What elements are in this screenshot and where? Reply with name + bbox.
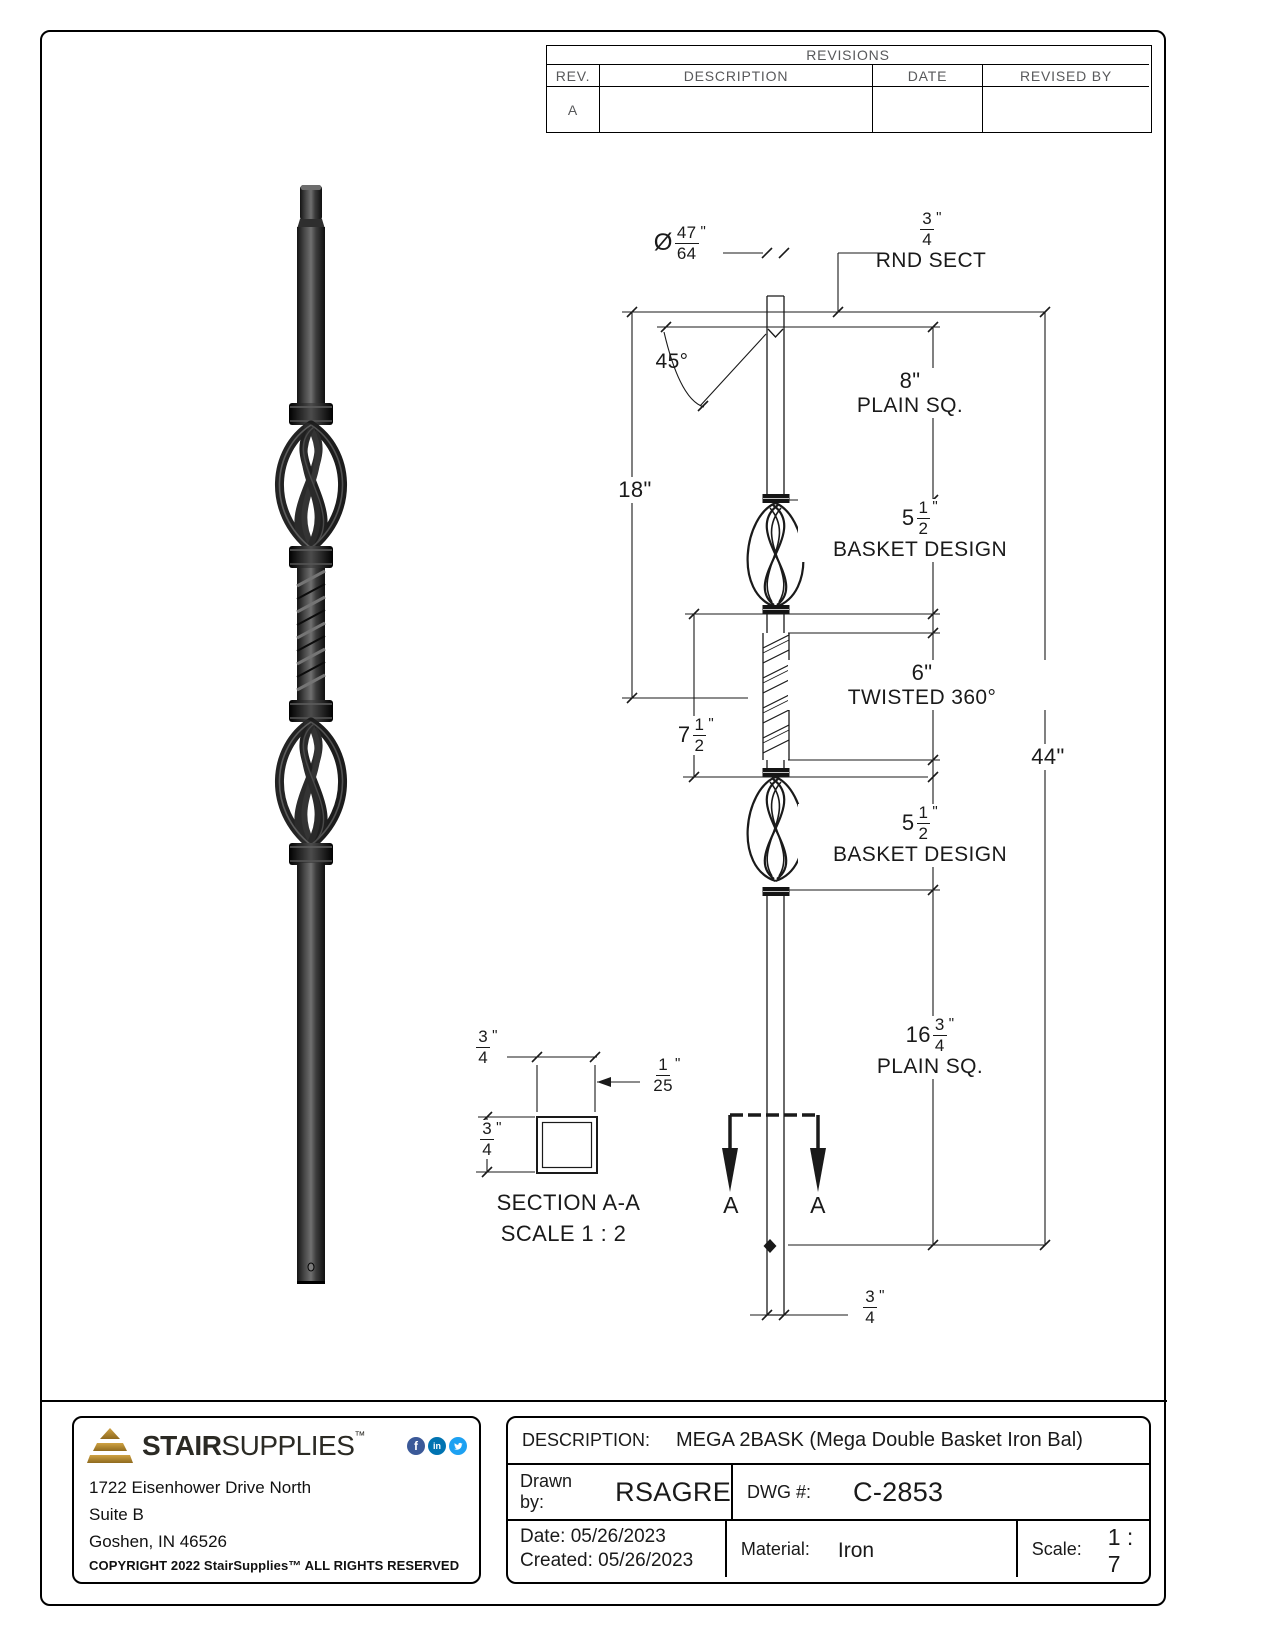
description-value: MEGA 2BASK (Mega Double Basket Iron Bal) bbox=[676, 1429, 1083, 1451]
dim-round-section: $\frac{3}{4}$ " RND SECT bbox=[875, 209, 987, 272]
dim-width-bottom: $\frac{3}{4}$ " bbox=[865, 1287, 885, 1327]
dim-44: 44" bbox=[1021, 744, 1075, 770]
address-line-3: Goshen, IN 46526 bbox=[89, 1532, 227, 1551]
drawn-by-value: RSAGRE bbox=[615, 1476, 731, 1507]
address-line-1: 1722 Eisenhower Drive North bbox=[89, 1478, 312, 1497]
address-line-2: Suite B bbox=[89, 1505, 144, 1524]
dwg-value: C-2853 bbox=[853, 1476, 944, 1507]
section-width-dim: $\frac{3}{4}$ " bbox=[478, 1027, 498, 1067]
created-value: 05/26/2023 bbox=[598, 1550, 694, 1571]
dim-18: 18" bbox=[608, 477, 662, 503]
section-title: SECTION A-A bbox=[496, 1190, 641, 1215]
material-cell bbox=[727, 1521, 1018, 1577]
section-height-dim: $\frac{3}{4}$ " bbox=[462, 1120, 520, 1159]
section-wall-dim: $\frac{1}{25}$ " bbox=[653, 1055, 681, 1095]
basket-outline-top bbox=[748, 503, 804, 607]
cut-label-right: A bbox=[810, 1192, 826, 1218]
date-cell bbox=[508, 1521, 727, 1577]
logo-wordmark: STAIRSUPPLIES™ bbox=[142, 1430, 365, 1461]
scale-value: 1 : 7 bbox=[1107, 1523, 1134, 1577]
description-label: DESCRIPTION: bbox=[522, 1430, 651, 1450]
dim-plain-sq-bottom: 16 $\frac{3}{4}$ " PLAIN SQ. bbox=[828, 1016, 1032, 1079]
basket-outline-bottom bbox=[748, 777, 804, 881]
logo-row bbox=[74, 1418, 479, 1465]
material-label: Material: bbox=[740, 1538, 810, 1559]
facebook-icon: f bbox=[407, 1437, 425, 1455]
dim-angle-45: 45° bbox=[655, 350, 689, 373]
dwg-cell bbox=[733, 1477, 943, 1508]
description-row bbox=[508, 1418, 1149, 1465]
dim-basket-top: 5 $\frac{1}{2}$ " BASKET DESIGN bbox=[798, 499, 1042, 562]
linkedin-icon: in bbox=[428, 1437, 446, 1455]
wall-arrowhead bbox=[597, 1077, 611, 1087]
dim-plain-sq-top: 8" PLAIN SQ. bbox=[843, 368, 977, 418]
dim-7-half: 7 $\frac{1}{2}$ " bbox=[662, 716, 730, 755]
copyright-notice: COPYRIGHT 2022 StairSupplies™ ALL RIGHTS RESERVED bbox=[89, 1558, 460, 1573]
scale-cell bbox=[1018, 1521, 1149, 1578]
title-block-info bbox=[506, 1416, 1151, 1584]
dwg-label: DWG #: bbox=[747, 1481, 812, 1502]
revisions-col-revised-by: REVISED BY bbox=[983, 65, 1149, 87]
twitter-icon bbox=[449, 1437, 467, 1455]
revisions-title: REVISIONS bbox=[547, 46, 1149, 65]
title-block-company bbox=[72, 1416, 481, 1584]
revisions-col-description: DESCRIPTION bbox=[600, 65, 873, 87]
company-address bbox=[74, 1474, 479, 1555]
revisions-col-date: DATE bbox=[873, 65, 983, 87]
revisions-col-rev: REV. bbox=[547, 65, 600, 87]
dim-twisted: 6" TWISTED 360° bbox=[788, 660, 1056, 710]
section-scale: SCALE 1 : 2 bbox=[500, 1221, 627, 1246]
baluster-outline bbox=[748, 296, 804, 1315]
scale-label: Scale: bbox=[1031, 1538, 1082, 1559]
dim-diameter: Ø $\frac{47}{64}$ " bbox=[653, 223, 707, 263]
diameter-symbol: Ø bbox=[653, 229, 673, 257]
date-value: 05/26/2023 bbox=[570, 1526, 666, 1547]
revision-row-rev: A bbox=[547, 87, 600, 132]
drawn-dwg-row bbox=[508, 1465, 1149, 1521]
stairsupplies-logo-icon bbox=[87, 1427, 133, 1465]
section-cut-arrows bbox=[722, 1115, 826, 1192]
drawn-by-label: Drawn by: bbox=[520, 1471, 573, 1512]
drawn-by-cell bbox=[508, 1465, 733, 1519]
social-icons bbox=[407, 1437, 467, 1455]
date-label: Date: bbox=[520, 1526, 566, 1547]
date-material-scale-row bbox=[508, 1521, 1149, 1577]
cut-label-left: A bbox=[723, 1192, 739, 1218]
dim-basket-bottom: 5 $\frac{1}{2}$ " BASKET DESIGN bbox=[798, 804, 1042, 867]
created-label: Created: bbox=[520, 1550, 593, 1571]
material-value: Iron bbox=[837, 1539, 875, 1562]
datum-diamond bbox=[764, 1239, 777, 1253]
